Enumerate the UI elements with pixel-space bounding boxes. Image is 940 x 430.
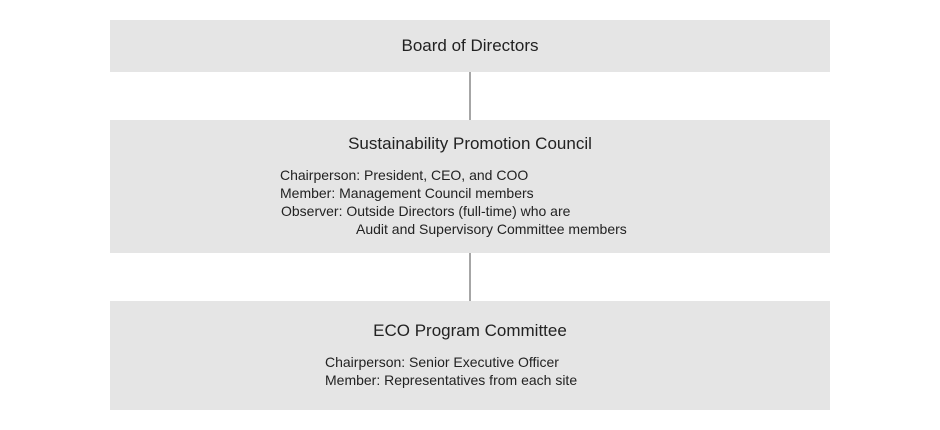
eco-program-committee-box bbox=[110, 301, 830, 410]
eco-member-label: Member: bbox=[325, 372, 381, 388]
eco-details bbox=[325, 353, 577, 389]
connector-council-to-eco bbox=[469, 253, 471, 301]
council-observer-row bbox=[281, 202, 627, 220]
council-observer-value-line2: Audit and Supervisory Committee members bbox=[356, 221, 627, 237]
connector-board-to-council bbox=[469, 72, 471, 120]
council-observer-label: Observer: bbox=[281, 203, 343, 219]
board-title: Board of Directors bbox=[401, 36, 539, 55]
eco-title: ECO Program Committee bbox=[373, 321, 567, 340]
board-of-directors-box bbox=[110, 20, 830, 72]
eco-chairperson-value: Senior Executive Officer bbox=[409, 354, 559, 370]
eco-chairperson-label: Chairperson: bbox=[325, 354, 406, 370]
council-details bbox=[280, 166, 627, 238]
council-chairperson-value: President, CEO, and COO bbox=[364, 167, 529, 183]
eco-member-row bbox=[325, 371, 577, 389]
council-member-row bbox=[280, 184, 627, 202]
eco-member-value: Representatives from each site bbox=[384, 372, 578, 388]
council-title: Sustainability Promotion Council bbox=[348, 134, 592, 153]
eco-chairperson-row bbox=[325, 353, 577, 371]
sustainability-council-box bbox=[110, 120, 830, 253]
council-member-label: Member: bbox=[280, 185, 336, 201]
council-chairperson-label: Chairperson: bbox=[280, 167, 361, 183]
council-member-value: Management Council members bbox=[339, 185, 534, 201]
council-observer-value-line1: Outside Directors (full-time) who are bbox=[346, 203, 571, 219]
council-chairperson-row bbox=[280, 166, 627, 184]
